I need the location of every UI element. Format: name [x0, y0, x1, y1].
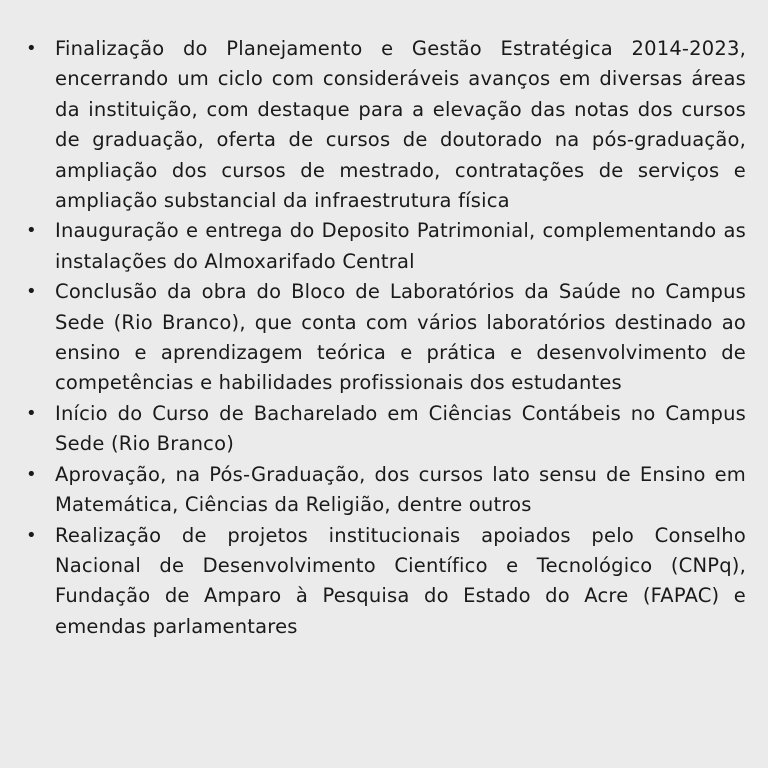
bullet-marker: • — [26, 220, 37, 242]
list-item — [0, 460, 768, 521]
list-item-text: Finalização do Planejamento e Gestão Estratégica 2014-2023, encerrando um ciclo com consideráveis avanços em diversas áreas da instituição, com destaque para a elevação das notas dos cursos de graduação, oferta de cursos de doutorado na pós-graduação, ampliação dos cursos de mestrado, contratações de serviços e ampliação substancial da infraestrutura física — [55, 37, 746, 213]
list-item-text: Inauguração e entrega do Deposito Patrimonial, complementando as instalações do Almoxarifado Central — [55, 219, 746, 273]
list-item — [0, 521, 768, 643]
achievements-list — [0, 34, 768, 642]
list-item-text: Aprovação, na Pós-Graduação, dos cursos lato sensu de Ensino em Matemática, Ciências da Religião, dentre outros — [55, 462, 746, 517]
list-item — [0, 277, 768, 399]
list-item — [0, 399, 768, 460]
list-item-text: Conclusão da obra do Bloco de Laboratórios da Saúde no Campus Sede (Rio Branco), que conta com vários laboratórios destinado ao ensino e aprendizagem teórica e prática e desenvolvimento de competências e habilidades profissionais dos estudantes — [55, 280, 746, 395]
list-item-text: Início do Curso de Bacharelado em Ciências Contábeis no Campus Sede (Rio Branco) — [55, 401, 746, 456]
list-item-text: Realização de projetos institucionais apoiados pelo Conselho Nacional de Desenvolvimento Científico e Tecnológico (CNPq), Fundação de Amparo à Pesquisa do Estado do Acre (FAPAC) e emendas parlamentares — [55, 523, 746, 638]
bullet-marker: • — [26, 524, 37, 546]
list-item — [0, 34, 768, 216]
bullet-marker: • — [26, 38, 37, 59]
bullet-marker: • — [26, 463, 37, 485]
list-item — [0, 216, 768, 277]
bullet-marker: • — [26, 402, 37, 424]
bullet-marker: • — [26, 281, 37, 303]
